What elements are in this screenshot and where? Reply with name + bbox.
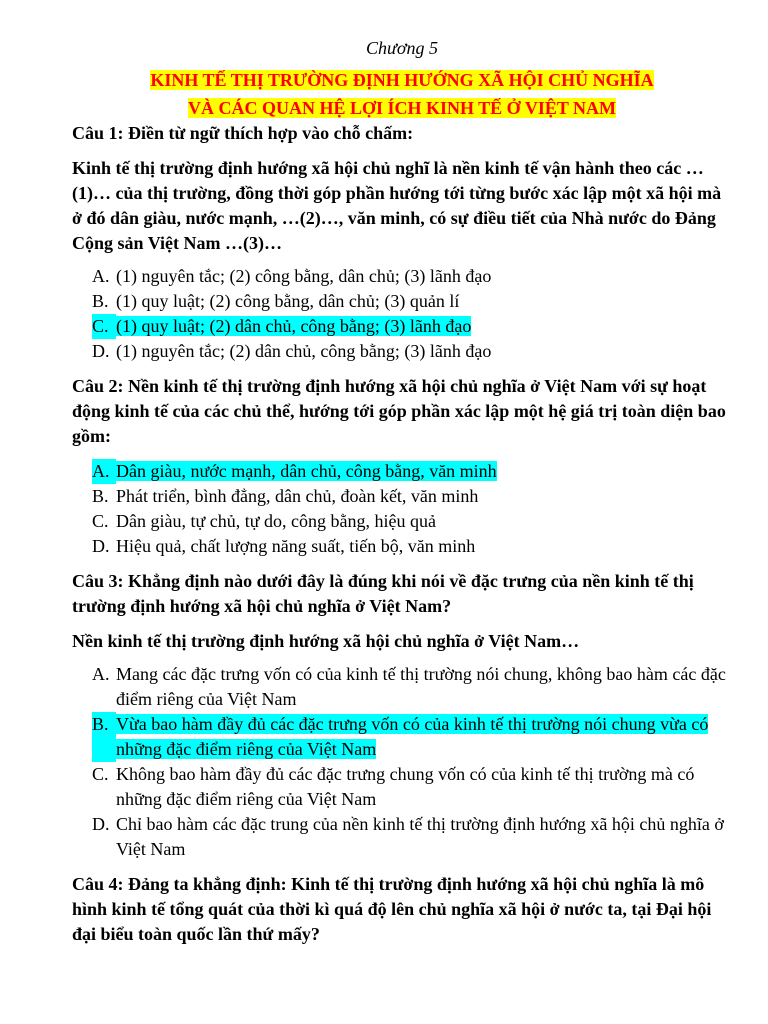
question-3-text: Nền kinh tế thị trường định hướng xã hội chủ nghĩa ở Việt Nam…: [72, 631, 580, 651]
question-1-options: [72, 264, 732, 364]
question-3-options: [72, 662, 732, 862]
chapter-title-line-1: KINH TẾ THỊ TRƯỜNG ĐỊNH HƯỚNG XÃ HỘI CHỦ NGHĨA: [150, 70, 654, 90]
q3-option-c: C. Không bao hàm đầy đủ các đặc trưng chung vốn có của kinh tế thị trường mà có những đặc điểm riêng của Việt Nam: [92, 764, 695, 809]
q3-option-a: A. Mang các đặc trưng vốn có của kinh tế thị trường nói chung, không bao hàm các đặc điểm riêng của Việt Nam: [92, 664, 726, 709]
question-4-label: Câu 4: Đảng ta khẳng định: Kinh tế thị trường định hướng xã hội chủ nghĩa là mô hình kinh tế tổng quát của thời kì quá độ lên chủ nghĩa xã hội ở nước ta, tại Đại hội đại biểu toàn quốc lần thứ mấy?: [72, 874, 712, 944]
question-2-options: [72, 459, 732, 559]
question-1-label: Câu 1: Điền từ ngữ thích hợp vào chỗ chấm:: [72, 123, 414, 143]
q3-option-d: D. Chỉ bao hàm các đặc trung của nền kinh tế thị trường định hướng xã hội chủ nghĩa ở Việt Nam: [92, 814, 724, 859]
q2-option-a-answer: A. Dân giàu, nước mạnh, dân chủ, công bằng, văn minh: [92, 459, 732, 484]
question-3-label: Câu 3: Khẳng định nào dưới đây là đúng khi nói về đặc trưng của nền kinh tế thị trường định hướng xã hội chủ nghĩa ở Việt Nam?: [72, 571, 694, 616]
q1-option-d: D. (1) nguyên tắc; (2) dân chủ, công bằng; (3) lãnh đạo: [92, 341, 492, 361]
q2-option-c: C. Dân giàu, tự chủ, tự do, công bằng, hiệu quả: [92, 511, 436, 531]
chapter-heading: Chương 5: [366, 38, 438, 58]
q3-option-b-answer: B. Vừa bao hàm đầy đủ các đặc trưng vốn có của kinh tế thị trường nói chung vừa có những đặc điểm riêng của Việt Nam: [92, 712, 732, 762]
q2-option-d: D. Hiệu quả, chất lượng năng suất, tiến bộ, văn minh: [92, 536, 476, 556]
question-1-text: Kinh tế thị trường định hướng xã hội chủ nghĩ là nền kinh tế vận hành theo các …(1)… của thị trường, đồng thời góp phần hướng tới từng bước xác lập một xã hội mà ở đó dân giàu, nước mạnh, …(2)…, văn minh, có sự điều tiết của Nhà nước do Đảng Cộng sản Việt Nam …(3)…: [72, 158, 722, 253]
q2-option-b: B. Phát triển, bình đẳng, dân chủ, đoàn kết, văn minh: [92, 486, 479, 506]
chapter-title-line-2: VÀ CÁC QUAN HỆ LỢI ÍCH KINH TẾ Ở VIỆT NAM: [187, 98, 617, 118]
q1-option-b: B. (1) quy luật; (2) công bằng, dân chủ; (3) quản lí: [92, 291, 460, 311]
q1-option-c-answer: C. (1) quy luật; (2) dân chủ, công bằng; (3) lãnh đạo: [92, 314, 732, 339]
q1-option-a: A. (1) nguyên tắc; (2) công bằng, dân chủ; (3) lãnh đạo: [92, 266, 492, 286]
question-2-label: Câu 2: Nền kinh tế thị trường định hướng xã hội chủ nghĩa ở Việt Nam với sự hoạt động kinh tế của các chủ thể, hướng tới góp phần xác lập một hệ giá trị toàn diện bao gồm:: [72, 376, 726, 446]
